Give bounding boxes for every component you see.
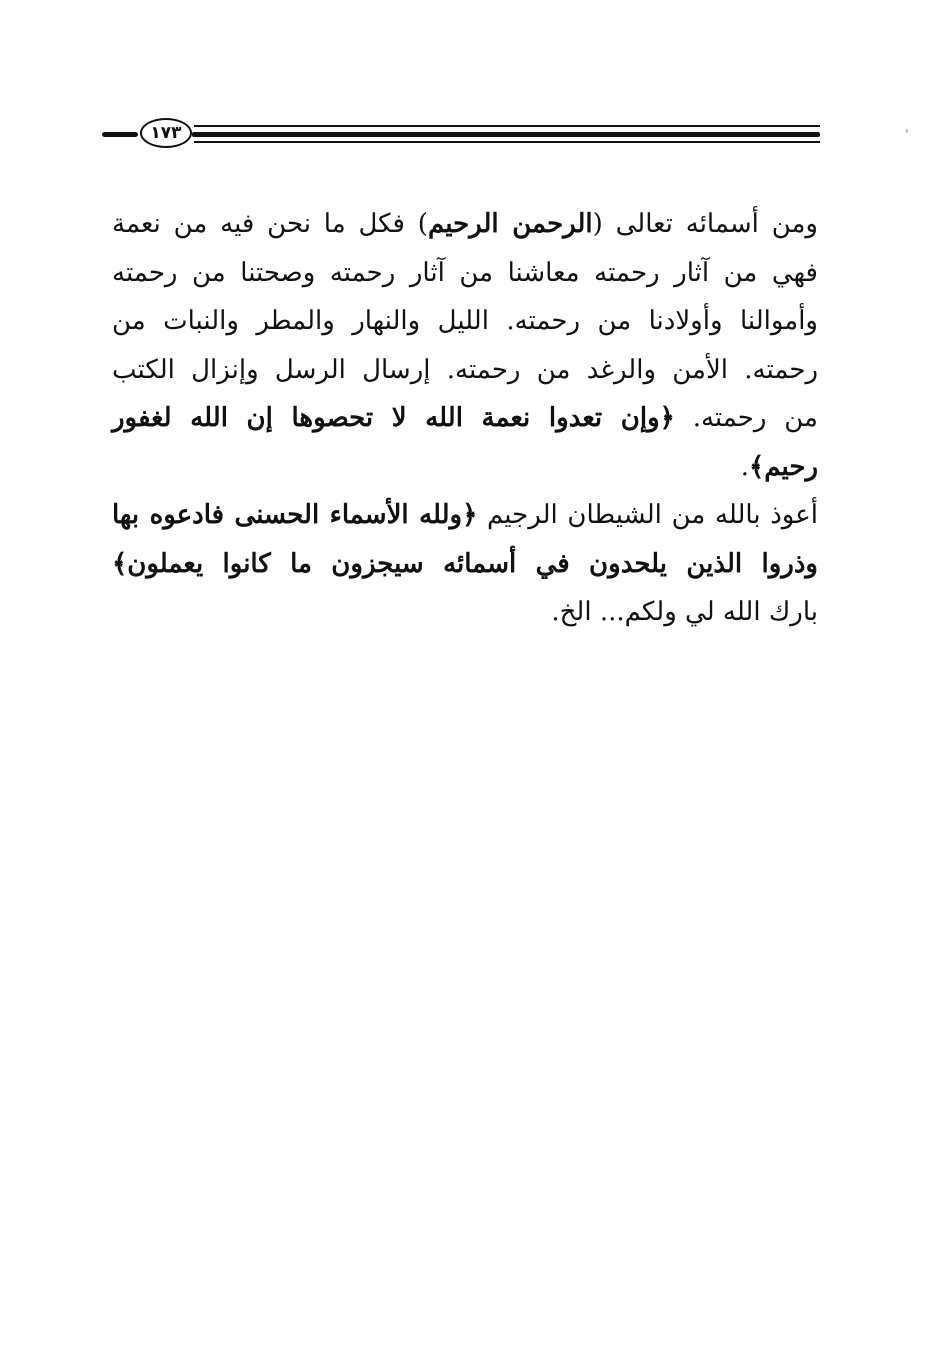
body-text-segment: فهي من آثار رحمته معاشنا من آثار رحمته وصحتنا من رحمته bbox=[112, 257, 818, 288]
text-line bbox=[112, 491, 818, 540]
text-line bbox=[112, 200, 818, 249]
paragraph-1 bbox=[112, 200, 818, 491]
header-rule-short bbox=[102, 132, 138, 137]
body-text-segment: أعوذ بالله من الشيطان الرجيم bbox=[477, 500, 818, 530]
body-text-segment: ) فكل ما نحن فيه من نعمة bbox=[112, 209, 428, 239]
quoted-text: وذروا الذين يلحدون في أسمائه سيجزون ما كانوا يعملون﴾ bbox=[112, 548, 818, 579]
text-line bbox=[112, 249, 818, 298]
body-text-segment: من رحمته. bbox=[674, 403, 818, 433]
text-line bbox=[112, 443, 818, 492]
header-rule-thin-top bbox=[194, 125, 820, 127]
quoted-text: ﴿وإن تعدوا نعمة الله لا تحصوها إن الله لغفور bbox=[112, 403, 675, 433]
text-line bbox=[112, 540, 818, 589]
corner-mark: ء bbox=[905, 126, 910, 136]
quoted-text: رحيم﴾ bbox=[748, 451, 818, 482]
page-number: ١٧٣ bbox=[140, 118, 192, 148]
paragraph-2 bbox=[112, 491, 818, 637]
page-body bbox=[112, 200, 818, 637]
page-header bbox=[102, 116, 820, 150]
text-line bbox=[112, 346, 818, 395]
body-text-segment: رحمته. الأمن والرغد من رحمته. إرسال الرسل وإنزال الكتب bbox=[112, 354, 818, 385]
quoted-text: الرحمن الرحيم bbox=[427, 209, 593, 239]
text-line bbox=[112, 297, 818, 346]
body-text-segment: وأموالنا وأولادنا من رحمته. الليل والنهار والمطر والنبات من bbox=[112, 306, 818, 336]
text-line bbox=[112, 588, 818, 637]
body-text-segment: بارك الله لي ولكم... الخ. bbox=[551, 597, 818, 627]
body-text-segment: ومن أسمائه تعالى ( bbox=[592, 209, 818, 239]
text-line bbox=[112, 394, 818, 443]
quoted-text: ﴿ولله الأسماء الحسنى فادعوه بها bbox=[112, 500, 478, 530]
header-rule-thick bbox=[192, 132, 820, 137]
body-text-segment: . bbox=[740, 451, 749, 482]
header-rule-thin-bottom bbox=[194, 141, 820, 143]
